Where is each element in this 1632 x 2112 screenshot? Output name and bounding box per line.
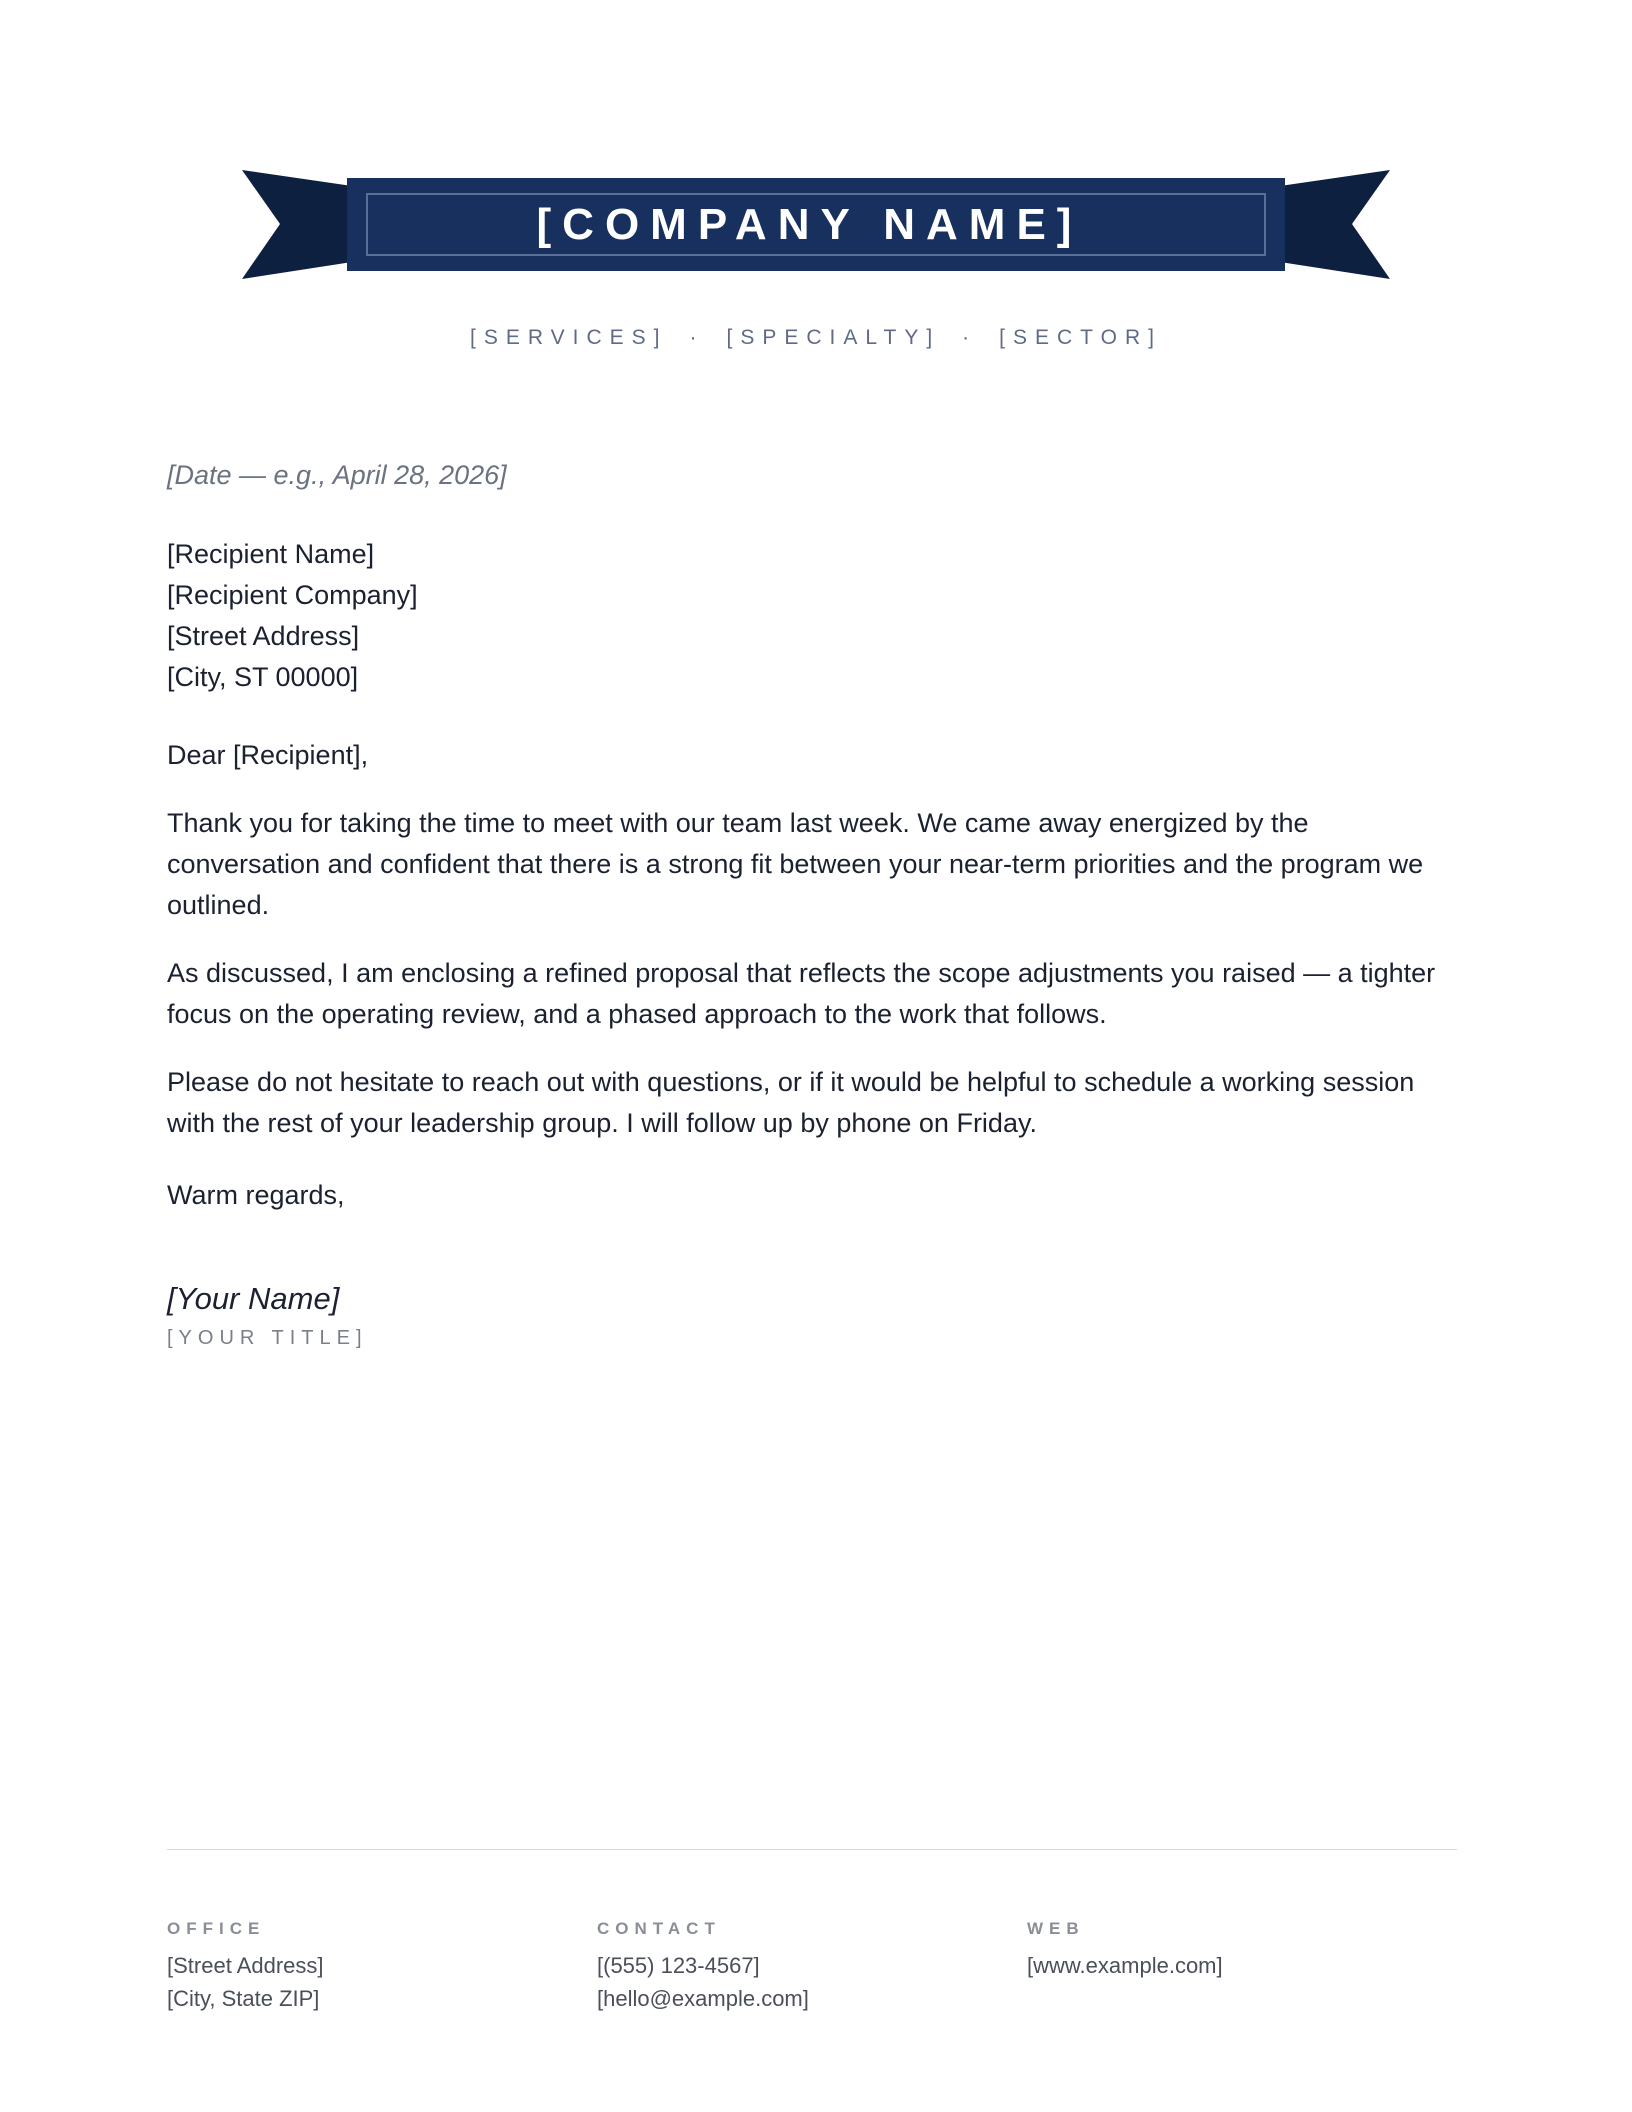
ribbon-right-tail (1280, 170, 1390, 279)
signature-name: [Your Name] (167, 1281, 340, 1316)
body-paragraph: Please do not hesitate to reach out with questions, or if it would be helpful to schedule a working session with the rest of your leadership group. I will follow up by phone on Friday. (167, 1067, 1415, 1138)
footer-contact (597, 1918, 1017, 2015)
recipient-city: [City, ST 00000] (167, 662, 359, 692)
contact-phone: [(555) 123-4567] (597, 1953, 760, 1978)
salutation: Dear [Recipient], (167, 740, 369, 770)
tagline-separator: · (962, 326, 978, 349)
tagline-sector: [SECTOR] (999, 326, 1162, 349)
contact-email: [hello@example.com] (597, 1986, 809, 2011)
tagline-separator: · (689, 326, 705, 349)
signature-title: [YOUR TITLE] (167, 1327, 368, 1349)
body-paragraph: As discussed, I am enclosing a refined proposal that reflects the scope adjustments you raised — a tighter focus on the operating review, and a phased approach to the work that follows. (167, 958, 1436, 1029)
body-paragraph: Thank you for taking the time to meet with our team last week. We came away energized by the conversation and confident that there is a strong fit between your near-term priorities and the program we outlined. (167, 808, 1424, 920)
ribbon-left-tail (242, 170, 352, 279)
footer (167, 1918, 1457, 2018)
letter-date: [Date — e.g., April 28, 2026] (167, 460, 507, 490)
footer-office (167, 1918, 587, 2015)
footer-web-heading: WEB (1027, 1919, 1085, 1938)
office-street: [Street Address] (167, 1953, 324, 1978)
closing: Warm regards, (167, 1180, 345, 1210)
tagline-row (0, 326, 1632, 350)
office-city: [City, State ZIP] (167, 1986, 320, 2011)
recipient-name: [Recipient Name] (167, 539, 375, 569)
recipient-block (167, 534, 1467, 698)
footer-divider (167, 1849, 1457, 1850)
footer-web (1027, 1918, 1447, 1982)
footer-contact-heading: CONTACT (597, 1919, 721, 1938)
recipient-street: [Street Address] (167, 621, 360, 651)
letter-body (167, 455, 1467, 1351)
tagline-services: [SERVICES] (470, 326, 668, 349)
company-name: [COMPANY NAME] (536, 200, 1083, 249)
recipient-company: [Recipient Company] (167, 580, 418, 610)
web-url: [www.example.com] (1027, 1953, 1223, 1978)
tagline-specialty: [SPECIALTY] (726, 326, 941, 349)
footer-office-heading: OFFICE (167, 1919, 266, 1938)
